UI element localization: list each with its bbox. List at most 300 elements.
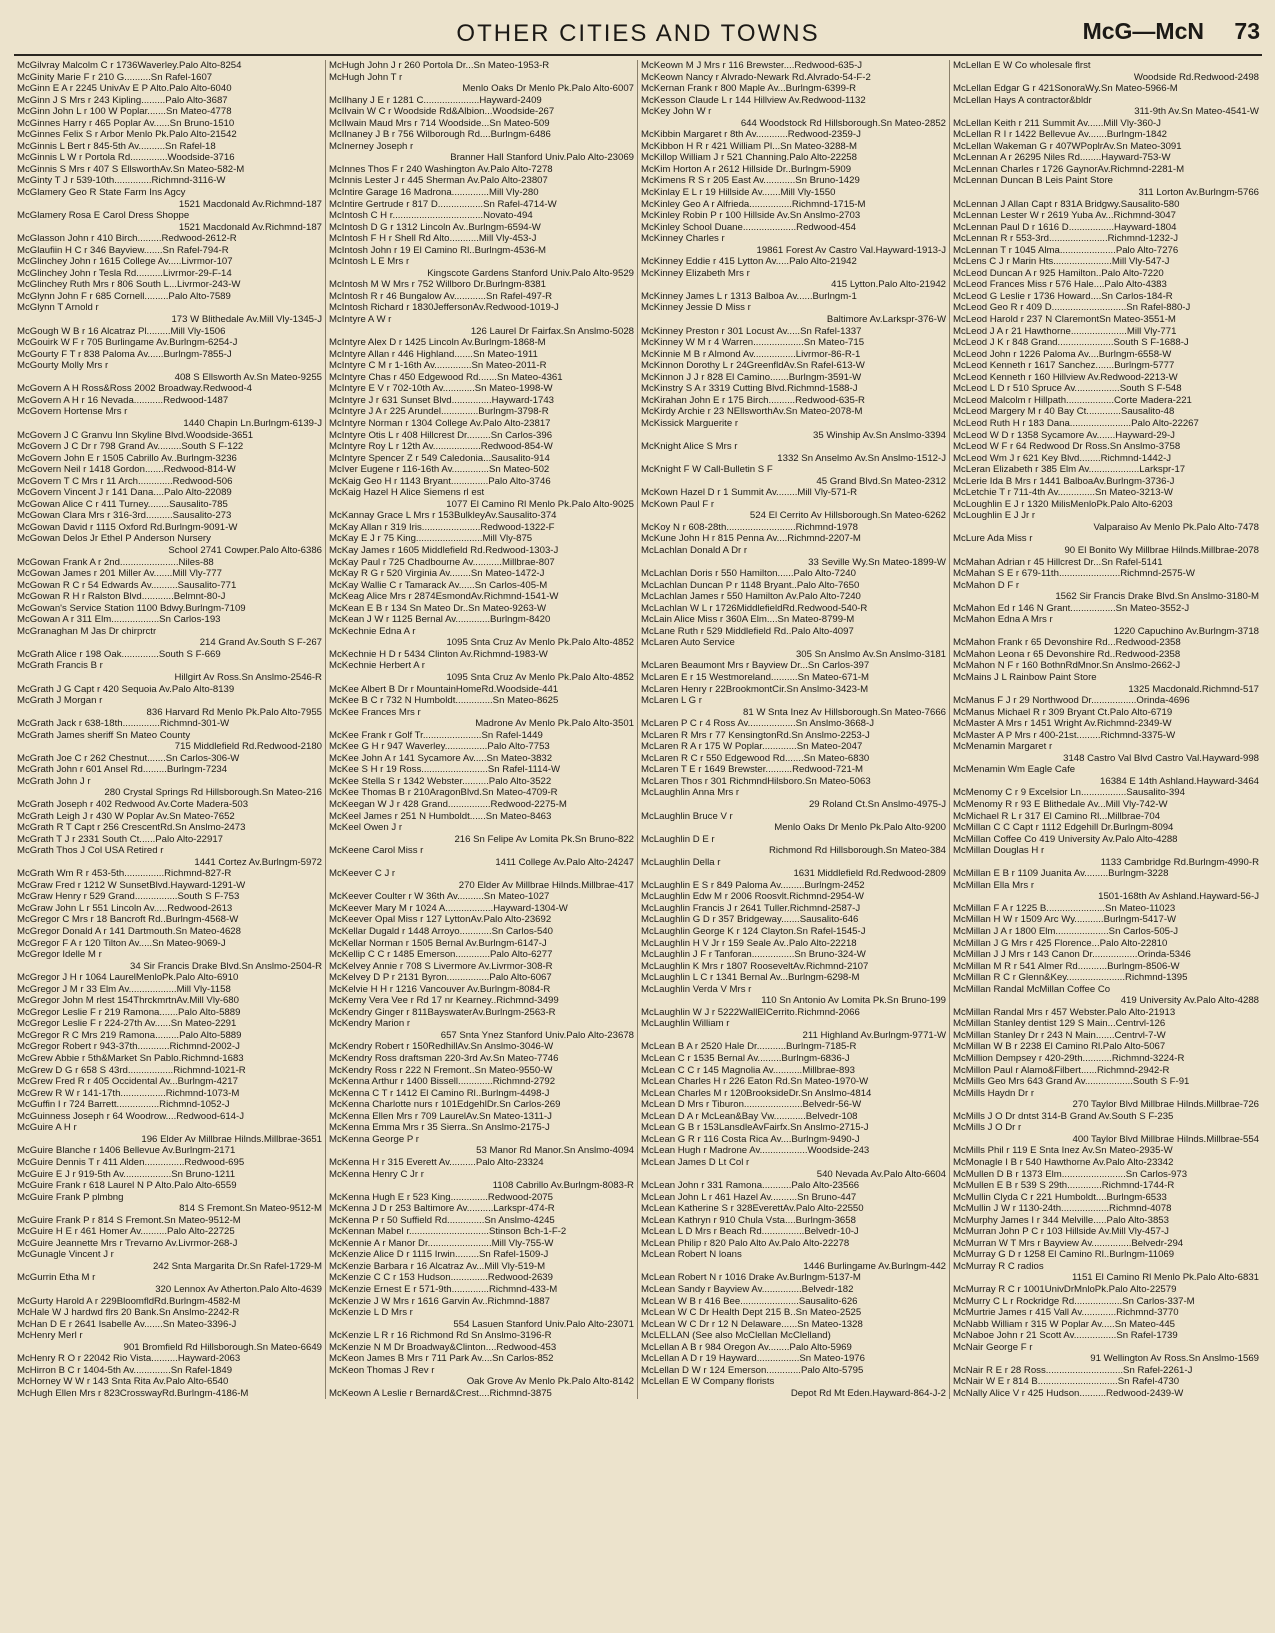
listing-entry: McMillan Douglas H r (953, 845, 1045, 857)
listing-entry: McLeod Harold r 237 N ClaremontSn Mateo-3551-M (953, 314, 1176, 326)
listing-entry: McLeod Geo R r 409 D............................Sn Rafel-880-J (953, 302, 1191, 314)
listing-entry: McIlwain Maud Mrs r 714 Woodside...Sn Mateo-509 (329, 117, 550, 129)
listing-continuation: Depot Rd Mt Eden.Hayward-864-J-2 (790, 1387, 946, 1399)
listing-entry: McLean Robert N r 1016 Drake Av.Burlngm-5137-M (641, 1272, 861, 1284)
listing-entry: McKeown M J Mrs r 116 Brewster....Redwood-635-J (641, 60, 863, 71)
listing-entry: McKenna C T r 1412 El Camino Rl..Burlngm-4498-J (329, 1087, 550, 1099)
listing-entry: McMillan Coffee Co 419 University Av.Palo Alto-4288 (953, 833, 1178, 845)
listing-entry: McKibbin Margaret r 8th Av............Redwood-2359-J (641, 129, 861, 141)
listing-entry: McKim Horton A r 2612 Hillside Dr..Burlngm-5909 (641, 163, 852, 175)
listing-entry: McKirahan John E r 175 Birch..........Redwood-635-R (641, 394, 865, 406)
listing-entry: McGuire A H r (17, 1122, 77, 1134)
listing-entry: McGuire Dennis T r 411 Alden...............Redwood-695 (17, 1156, 245, 1168)
listing-entry: McMullin Clyda C r 221 Humboldt....Burlngm-6533 (953, 1191, 1167, 1203)
listing-entry: McLeod Kenneth r 1617 Sanchez.......Burlngm-5777 (953, 360, 1175, 372)
listing-entry: McKendry Ross draftsman 220-3rd Av.Sn Mateo-7746 (329, 1053, 559, 1065)
listing-entry: McGurrin Etha M r (17, 1272, 96, 1284)
listing-entry: McIntosh M W Mrs r 752 Willboro Dr.Burlngm-8381 (329, 279, 546, 291)
listing-entry: McKinnon Dorothy L r 24GreenfldAv.Sn Rafel-613-W (641, 360, 865, 372)
listing-entry: McGunagle Vincent J r (17, 1249, 114, 1261)
listing-continuation: 242 Snta Margarita Dr.Sn Rafel-1729-M (152, 1260, 322, 1272)
listing-entry: McKinnon J J r 828 El Camino.......Burlngm-3591-W (641, 371, 862, 383)
listing-entry: McKenzie N M Dr Broadway&Clinton....Redwood-453 (329, 1341, 557, 1353)
listing-continuation: 836 Harvard Rd Menlo Pk.Palo Alto-7955 (146, 706, 322, 718)
listing-entry: McLellan A B r 984 Oregon Av........Palo Alto-5969 (641, 1341, 852, 1353)
listing-entry: McKean E B r 134 Sn Mateo Dr..Sn Mateo-9263-W (329, 602, 547, 614)
listing-entry: McIntosh John r 19 El Camino Rl..Burlngm-4536-M (329, 244, 547, 256)
listing-entry: McKannay Grace L Mrs r 153BulkleyAv.Sausalito-374 (329, 510, 557, 522)
column-2 (326, 60, 638, 1399)
listing-entry: McMillan J J Mrs r 143 Canon Dr.................Orinda-5346 (953, 949, 1191, 961)
listing-entry: McGuire E J r 919-5th Av..................Sn Bruno-1211 (17, 1168, 236, 1180)
listing-entry: McKechnie Edna A r (329, 625, 416, 637)
listing-entry: McLaren L G r (641, 695, 702, 707)
listing-continuation: 270 Taylor Blvd Millbrae Hilnds.Millbrae-726 (1072, 1099, 1259, 1111)
listing-entry: McKaig Geo H r 1143 Bryant..............Palo Alto-3746 (329, 475, 551, 487)
listing-entry: McKeel James r 251 N Humboldt......Sn Mateo-8463 (329, 810, 552, 822)
listing-entry: McLellan R I r 1422 Bellevue Av.......Burlngm-1842 (953, 129, 1168, 141)
listing-entry: McKimens R S r 205 East Av............Sn Bruno-1429 (641, 175, 860, 187)
listing-entry: McKinlay E L r 19 Hillside Av.......Mill Vly-1550 (641, 187, 836, 199)
listing-entry: McLeod W D r 1358 Sycamore Av.......Hayward-29-J (953, 429, 1175, 441)
listing-entry: McKenzie L R r 16 Richmond Rd Sn Anslmo-3196-R (329, 1330, 552, 1342)
listing-continuation: 53 Manor Rd Manor.Sn Anslmo-4094 (476, 1145, 634, 1157)
listing-entry: McLean L D Mrs r Beach Rd................Belvedr-10-J (641, 1226, 859, 1238)
listing-entry: McKenna Ellen Mrs r 709 LaurelAv.Sn Mateo-1311-J (329, 1110, 552, 1122)
listing-continuation: 90 El Bonito Wy Millbrae Hilnds.Millbrae-2078 (1064, 544, 1259, 556)
listing-entry: McLean Sandy r Bayview Av...............Belvedr-182 (641, 1283, 854, 1295)
listing-entry: McLean Robert N loans (641, 1249, 742, 1261)
listing-entry: McLellan E W Company florists (641, 1376, 775, 1388)
listing-entry: McMahon Leona r 65 Devonshire Rd..Redwood-2358 (953, 648, 1181, 660)
listing-entry: McHenry R O r 22042 Rio Vista..........Hayward-2063 (17, 1353, 241, 1365)
listing-entry: McKelvie H H r 1216 Vancouver Av.Burlngm-8084-R (329, 983, 551, 995)
listing-entry: McKendry Ginger r 811BayswaterAv.Burlngm-2563-R (329, 1006, 556, 1018)
listing-entry: McLachlan Doris r 550 Hamilton......Palo Alto-7240 (641, 568, 856, 580)
listing-continuation: 211 Highland Av.Burlngm-9771-W (802, 1029, 946, 1041)
listing-entry: McLaughlin D E r (641, 833, 715, 845)
listing-entry: McKelvey D P r 2131 Byron................Palo Alto-6067 (329, 972, 552, 984)
listing-entry: McLeod W F r 64 Redwood Dr Ross.Sn Anslmo-3758 (953, 441, 1181, 453)
listing-entry: McLeod Wm J r 621 Key Blvd........Richmnd-1442-J (953, 452, 1172, 464)
listing-entry: McLachlan Duncan P r 1148 Bryant..Palo Alto-7650 (641, 579, 860, 591)
listing-continuation: 1446 Burlingame Av.Burlngm-442 (803, 1260, 946, 1272)
listing-entry: McLean G B r 153LansdleAvFairfx.Sn Anslmo-2715-J (641, 1122, 869, 1134)
listing-continuation: 126 Laurel Dr Fairfax.Sn Anslmo-5028 (470, 325, 634, 337)
listing-entry: McGovern John E r 1505 Cabrillo Av..Burlngm-3236 (17, 452, 237, 464)
listing-entry: McLaren E r 15 Westmoreland..........Sn Mateo-671-M (641, 671, 870, 683)
listing-continuation: Hillgirt Av Ross.Sn Anslmo-2546-R (174, 671, 322, 683)
listing-entry: McGregor C Mrs r 18 Bancroft Rd..Burlngm-4568-W (17, 914, 239, 926)
listing-entry: McLachlan W L r 1726MiddlefieldRd.Redwood-540-R (641, 602, 868, 614)
listing-entry: McGinty T J r 539-10th..............Richmnd-3116-W (17, 175, 226, 187)
listing-entry: McMillan M R r 541 Almer Rd...........Burlngm-8506-W (953, 960, 1180, 972)
listing-entry: McKechnie Herbert A r (329, 660, 425, 672)
listing-entry: McMills J O Dr r (953, 1122, 1022, 1134)
listing-entry: McKenzie J W Mrs r 1616 Garvin Av..Richmnd-1887 (329, 1295, 550, 1307)
listing-entry: McKay Allan r 319 Iris......................Redwood-1322-F (329, 521, 555, 533)
listing-entry: McGregor F A r 120 Tilton Av.....Sn Mateo-9069-J (17, 937, 226, 949)
listing-entry: McKee Frank r Golf Tr......................Sn Rafel-1449 (329, 729, 543, 741)
listing-entry: McMillan C C Capt r 1112 Edgehill Dr.Burlngm-8094 (953, 822, 1174, 834)
listing-entry: McKenna Arthur r 1400 Bissell.............Richmnd-2792 (329, 1076, 556, 1088)
listing-entry: McLaughlin L C r 1341 Bernal Av...Burlngm-6298-M (641, 972, 860, 984)
listing-entry: McMenamin Wm Eagle Cafe (953, 764, 1076, 776)
listing-entry: McGrath Thos J Col USA Retired r (17, 845, 164, 857)
listing-entry: McGowan's Service Station 1100 Bdwy.Burlngm-7109 (17, 602, 246, 614)
listing-entry: McLean John L r 461 Hazel Av..........Sn Bruno-447 (641, 1191, 857, 1203)
listing-continuation: 1077 El Camino Rl Menlo Pk.Palo Alto-9025 (446, 498, 634, 510)
listing-continuation: 280 Crystal Springs Rd Hillsborough.Sn Mateo-216 (104, 787, 322, 799)
listing-entry: McKellar Dugald r 1448 Arroyo............Sn Carlos-540 (329, 926, 553, 938)
page-title: OTHER CITIES AND TOWNS (456, 20, 820, 47)
listing-entry: McKenzie Ernest E r 571-9th..............Richmnd-433-M (329, 1283, 558, 1295)
listing-continuation: 1151 El Camino Rl Menlo Pk.Palo Alto-6831 (1071, 1272, 1259, 1284)
listing-entry: McGowan R C r 54 Edwards Av..........Sausalito-771 (17, 579, 237, 591)
listing-entry: McGovern T C Mrs r 11 Arch.............Redwood-506 (17, 475, 233, 487)
listing-entry: McLellan A D r 19 Hayward................Sn Mateo-1976 (641, 1353, 865, 1365)
listing-entry: McLaughlin Della r (641, 856, 721, 868)
listing-entry: McKenna J D r 253 Baltimore Av..........Larkspr-474-R (329, 1203, 555, 1215)
listing-continuation: 81 W Snta Inez Av Hillsborough.Sn Mateo-7666 (742, 706, 946, 718)
listing-entry: McGrew D G r 658 S 43rd.................Richmnd-1021-R (17, 1064, 246, 1076)
listing-entry: McLachlan James r 550 Hamilton Av.Palo Alto-7240 (641, 591, 861, 603)
listing-entry: McKaig Hazel H Alice Siemens rl est (329, 487, 485, 499)
listing-entry: McIver Eugene r 116-16th Av..............Sn Mateo-502 (329, 464, 550, 476)
listing-entry: McGowan Frank A r 2nd......................Niles-88 (17, 556, 214, 568)
listing-continuation: 34 Sir Francis Drake Blvd.Sn Anslmo-2504-R (130, 960, 322, 972)
listing-entry: McGovern Hortense Mrs r (17, 406, 128, 418)
listing-entry: McMillan H W r 1509 Arc Wy...........Burlngm-5417-W (953, 914, 1177, 926)
listing-entry: McGrath James sheriff Sn Mateo County (17, 729, 191, 741)
listing-entry: McLeod L D r 510 Spruce Av.................South S F-548 (953, 383, 1182, 395)
listing-entry: McHorney W W r 143 Snta Rita Av.Palo Alto-6540 (17, 1376, 229, 1388)
listing-entry: McMillon Paul r Alamo&Filbert......Richmnd-2942-R (953, 1064, 1170, 1076)
listing-continuation: 554 Lasuen Stanford Univ.Palo Alto-23071 (453, 1318, 634, 1330)
listing-continuation: 1562 Sir Francis Drake Blvd.Sn Anslmo-3180-M (1055, 591, 1259, 603)
listing-entry: McIntyre J A r 225 Arundel..............Burlngm-3798-R (329, 406, 549, 418)
listing-entry: McLain Alice Miss r 360A Elm....Sn Mateo-8799-M (641, 614, 855, 626)
listing-entry: McMahon D F r (953, 579, 1020, 591)
listing-entry: McKnight F W Call-Bulletin S F (641, 464, 773, 476)
listing-entry: McLeod Ruth H r 183 Dana.......................Palo Alto-22267 (953, 417, 1199, 429)
listing-entry: McLaren Henry r 22BrookmontCir.Sn Anslmo-3423-M (641, 683, 869, 695)
listing-entry: McLean B A r 2520 Hale Dr...........Burlngm-7185-R (641, 1041, 857, 1053)
listing-continuation: 196 Elder Av Millbrae Hilnds.Millbrae-3651 (141, 1133, 322, 1145)
listing-entry: McGrath Alice r 198 Oak..............South S F-669 (17, 648, 221, 660)
listing-entry: McKenzie L D Mrs r (329, 1307, 413, 1319)
listing-entry: McKillop William J r 521 Channing.Palo Alto-22258 (641, 152, 857, 164)
listing-entry: McKeon Thomas J Rev r (329, 1364, 435, 1376)
listing-entry: McKennan Mabel r..............................Stinson Bch-1-F-2 (329, 1226, 567, 1238)
listing-entry: McKee Frances Mrs r (329, 706, 421, 718)
listing-entry: McKennie A r Manor Dr........................Mill Vly-755-W (329, 1237, 554, 1249)
listing-entry: McKinley Robin P r 100 Hillside Av.Sn Anslmo-2703 (641, 210, 861, 222)
listing-entry: McNaboe John r 21 Scott Av................Sn Rafel-1739 (953, 1330, 1178, 1342)
listing-entry: McLachlan Donald A Dr r (641, 544, 748, 556)
listing-continuation: 1133 Cambridge Rd.Burlngm-4990-R (1100, 856, 1259, 868)
listing-entry: McIntyre C M r 1-16th Av..............Sn Mateo-2011-R (329, 360, 547, 372)
listing-entry: McGrew Abbie r 5th&Market Sn Pablo.Richmnd-1683 (17, 1053, 244, 1065)
listing-entry: McLoughlin E J Jr r (953, 510, 1036, 522)
listing-continuation: 45 Grand Blvd.Sn Mateo-2312 (816, 475, 946, 487)
listing-entry: McNabb William r 315 W Poplar Av.....Sn Mateo-445 (953, 1318, 1175, 1330)
listing-entry: McMahon Edna A Mrs r (953, 614, 1053, 626)
listing-entry: McKibbon H R r 421 William Pl...Sn Mateo-3288-M (641, 140, 857, 152)
listing-entry: McGinnis S Mrs r 407 S EllsworthAv.Sn Mateo-582-M (17, 163, 245, 175)
listing-entry: McKee Thomas B r 210AragonBlvd.Sn Mateo-4709-R (329, 787, 558, 799)
listing-entry: McMills Geo Mrs 643 Grand Av..................South S F-91 (953, 1076, 1190, 1088)
listing-entry: McLaren Auto Service (641, 637, 735, 649)
listing-continuation: 400 Taylor Blvd Millbrae Hilnds.Millbrae-554 (1072, 1133, 1259, 1145)
listing-entry: McGregor Robert r 943-37th............Richmnd-2002-J (17, 1041, 240, 1053)
listing-entry: McHenry Merl r (17, 1330, 83, 1342)
listing-entry: McLean Philip r 820 Palo Alto Av.Palo Alto-22278 (641, 1237, 850, 1249)
listing-entry: McIntyre E V r 702-10th Av............Sn Mateo-1998-W (329, 383, 553, 395)
listing-entry: McKee John A r 141 Sycamore Av.....Sn Mateo-3832 (329, 752, 553, 764)
listing-entry: McKee Albert B Dr r MountainHomeRd.Woodside-441 (329, 683, 559, 695)
listing-continuation: 1220 Capuchino Av.Burlngm-3718 (1113, 625, 1259, 637)
listing-entry: McLellan Wakeman G r 407WPoplrAv.Sn Mateo-3091 (953, 140, 1182, 152)
listing-entry: McKeown A Leslie r Bernard&Crest....Richmnd-3875 (329, 1387, 552, 1399)
listing-entry: McGowan David r 1115 Oxford Rd.Burlngm-9091-W (17, 521, 238, 533)
listing-entry: McGough W B r 16 Alcatraz Pl.........Mill Vly-1506 (17, 325, 226, 337)
listing-entry: McKernan Frank r 800 Maple Av...Burlngm-6399-R (641, 83, 857, 95)
listing-entry: McLaughlin W J r 5222WallElCerrito.Richmnd-2066 (641, 1006, 860, 1018)
listing-entry: McGinnes Felix S r Arbor Menlo Pk.Palo Alto-21542 (17, 129, 237, 141)
listing-entry: McGinnis L W r Portola Rd..............Woodside-3716 (17, 152, 235, 164)
listing-entry: McIntyre Spencer Z r 549 Caledonia...Sausalito-914 (329, 452, 550, 464)
listing-entry: McKenzie C C r 153 Hudson..............Redwood-2639 (329, 1272, 553, 1284)
listing-continuation: 715 Middlefield Rd.Redwood-2180 (174, 741, 322, 753)
listing-entry: McIntyre A W r (329, 314, 392, 326)
listing-entry: McMonagle I B r 540 Hawthorne Av.Palo Alto-23342 (953, 1156, 1174, 1168)
listing-entry: McLellan Edgar G r 421SonoraWy.Sn Mateo-5966-M (953, 83, 1178, 95)
listing-columns (14, 60, 1262, 1399)
listing-entry: McGrath Wm R r 453-5th...............Richmnd-827-R (17, 868, 232, 880)
listing-continuation: 29 Roland Ct.Sn Anslmo-4975-J (808, 799, 946, 810)
listing-entry: McGlynn John F r 685 Cornell.........Palo Alto-7589 (17, 290, 231, 302)
listing-continuation: Branner Hall Stanford Univ.Palo Alto-23069 (450, 152, 634, 164)
listing-entry: McGovern A H r 16 Nevada...........Redwood-1487 (17, 394, 229, 406)
listing-entry: McHale W J hardwd flrs 20 Bank.Sn Anslmo-2242-R (17, 1307, 240, 1319)
listing-entry: McLean Charles M r 120BrooksideDr.Sn Anslmo-4814 (641, 1087, 872, 1099)
listing-entry: McMillan E B r 1109 Juanita Av.........Burlngm-3228 (953, 868, 1169, 880)
listing-continuation: 3148 Castro Val Blvd Castro Val.Hayward-998 (1063, 752, 1259, 764)
listing-entry: McIntire Gertrude r 817 D.................Sn Rafel-4714-W (329, 198, 557, 210)
listing-continuation: 1325 Macdonald.Richmnd-517 (1128, 683, 1259, 695)
listing-entry: McLean W C Dr Health Dept 215 B..Sn Mateo-2525 (641, 1307, 862, 1319)
listing-entry: McKay Wallie C r Tamarack Av......Sn Carlos-405-M (329, 579, 548, 591)
listing-entry: McKelvey Annie r 708 S Livermore Av.Livrmor-308-R (329, 960, 553, 972)
listing-entry: McLean C r 1535 Bernal Av.........Burlngm-6836-J (641, 1053, 850, 1065)
listing-continuation: 1095 Snta Cruz Av Menlo Pk.Palo Alto-4852 (446, 637, 634, 649)
listing-entry: McLaughlin William r (641, 1018, 730, 1030)
listing-entry: McGinnis L Bert r 845-5th Av..........Sn Rafel-18 (17, 140, 216, 152)
listing-entry: McGlasson John r 410 Birch.........Redwood-2612-R (17, 233, 237, 245)
listing-continuation: 270 Elder Av Millbrae Hilnds.Millbrae-417 (458, 879, 634, 891)
listing-entry: McLean C C r 145 Magnolia Av...........Millbrae-893 (641, 1064, 856, 1076)
listing-entry: McIntyre Chas r 450 Edgewood Rd.......Sn Mateo-4361 (329, 371, 563, 383)
listing-continuation: 901 Bromfield Rd Hillsborough.Sn Mateo-6649 (123, 1341, 322, 1353)
listing-continuation: 419 University Av.Palo Alto-4288 (1120, 995, 1259, 1007)
listing-entry: McMurray R C radios (953, 1260, 1044, 1272)
listing-entry: McLellan E W Co wholesale flrst (953, 60, 1091, 71)
listing-entry: McKenna Hugh E r 523 King..............Redwood-2075 (329, 1191, 553, 1203)
listing-entry: McLellan Keith r 211 Summit Av......Mill Vly-360-J (953, 117, 1161, 129)
page-number: 73 (1234, 18, 1260, 44)
listing-entry: McLaughlin H V Jr r 159 Seale Av..Palo Alto-22218 (641, 937, 857, 949)
listing-entry: McKeown Nancy r Alvrado-Newark Rd.Alvrado-54-F-2 (641, 71, 871, 83)
listing-continuation: 540 Nevada Av.Palo Alto-6604 (816, 1168, 946, 1180)
listing-entry: McGinnes Harry r 465 Poplar Av......Sn Bruno-1510 (17, 117, 235, 129)
listing-entry: McKinnie M B r Almond Av................Livrmor-86-R-1 (641, 348, 861, 360)
listing-entry: McLellan D W r 124 Emerson.............Palo Alto-5795 (641, 1364, 864, 1376)
listing-continuation: 311-9th Av.Sn Mateo-4541-W (1134, 106, 1259, 118)
listing-continuation: 173 W Blithedale Av.Mill Vly-1345-J (171, 314, 322, 326)
listing-entry: McKinney Eddie r 415 Lytton Av.....Palo Alto-21942 (641, 256, 857, 268)
listing-entry: McLennan Paul D r 1616 D.................Hayward-1804 (953, 221, 1177, 233)
listing-continuation: 1441 Cortez Av.Burlngm-5972 (194, 856, 322, 868)
listing-entry: McKinney W M r 4 Warren...................Sn Mateo-715 (641, 337, 865, 349)
listing-entry: McLaren R A r 175 W Poplar.............Sn Mateo-2047 (641, 741, 863, 753)
listing-entry: McNally Alice V r 425 Hudson..........Redwood-2439-W (953, 1387, 1184, 1399)
listing-entry: McGinity Marie F r 210 G..........Sn Rafel-1607 (17, 71, 213, 83)
listing-entry: McMurry C L r Rockridge Rd..................Sn Carlos-337-M (953, 1295, 1195, 1307)
listing-entry: McIntyre Norman r 1304 College Av.Palo Alto-23817 (329, 417, 551, 429)
listing-entry: McMahon Frank r 65 Devonshire Rd...Redwood-2358 (953, 637, 1181, 649)
listing-entry: McGowan Delos Jr Ethel P Anderson Nursery (17, 533, 211, 545)
listing-continuation: 408 S Ellsworth Av.Sn Mateo-9255 (174, 371, 322, 383)
listing-continuation: 16384 E 14th Ashland.Hayward-3464 (1100, 775, 1259, 787)
listing-entry: McGraw John L r 551 Lincoln Av.....Redwood-2613 (17, 902, 233, 914)
listing-entry: McKeon James B Mrs r 711 Park Av....Sn Carlos-852 (329, 1353, 554, 1365)
listing-entry: McLELLAN (See also McClellan McClelland) (641, 1330, 831, 1342)
listing-entry: McInnis Lester J r 445 Sherman Av.Palo Alto-23807 (329, 175, 548, 187)
listing-entry: McGlamery Rosa E Carol Dress Shoppe (17, 210, 190, 222)
listing-continuation: 1411 College Av.Palo Alto-24247 (495, 856, 634, 868)
listing-entry: McGuinness Joseph r 64 Woodrow....Redwood-614-J (17, 1110, 244, 1122)
listing-entry: McGrath J Morgan r (17, 695, 103, 707)
listing-entry: McMillan F A r 1225 B......................Sn Mateo-11023 (953, 902, 1176, 914)
listing-continuation: Woodside Rd.Redwood-2498 (1133, 71, 1259, 83)
listing-entry: McLennan J Allan Capt r 831A Bridgwy.Sausalito-580 (953, 198, 1180, 210)
listing-continuation: 657 Snta Ynez Stanford Univ.Palo Alto-23678 (440, 1029, 634, 1041)
listing-entry: McIlhany J E r 1281 C.....................Hayward-2409 (329, 94, 542, 106)
listing-entry: McGlinchey Ruth Mrs r 806 South L...Livrmor-243-W (17, 279, 241, 291)
listing-entry: McGuire H E r 461 Homer Av..........Palo Alto-22725 (17, 1226, 235, 1238)
listing-entry: McGrath Jack r 638-18th..............Richmnd-301-W (17, 718, 230, 730)
listing-entry: McKeever Opal Miss r 127 LyttonAv.Palo Alto-23692 (329, 914, 552, 926)
listing-entry: McNair R E r 28 Ross.............................Sn Rafel-2261-J (953, 1364, 1193, 1376)
listing-entry: McLaughlin Anna Mrs r (641, 787, 740, 799)
listing-entry: McIntosh L E Mrs r (329, 256, 410, 268)
listing-entry: McLean Kathryn r 910 Chula Vsta....Burlngm-3658 (641, 1214, 856, 1226)
listing-entry: McKissick Marguerite r (641, 417, 739, 429)
listing-entry: McNair George F r (953, 1341, 1033, 1353)
listing-continuation: Richmond Rd Hillsborough.Sn Mateo-384 (768, 845, 946, 857)
listing-entry: McLaughlin Verda V Mrs r (641, 983, 752, 995)
listing-entry: McGovern A H Ross&Ross 2002 Broadway.Redwood-4 (17, 383, 252, 395)
listing-entry: McGouirk W F r 705 Burlingame Av.Burlngm-6254-J (17, 337, 238, 349)
listing-entry: McMurphy James I r 344 Melville.....Palo Alto-3853 (953, 1214, 1169, 1226)
listing-entry: McLean D A r McLean&Bay Vw............Belvedr-108 (641, 1110, 858, 1122)
column-3 (638, 60, 950, 1399)
listing-entry: McKune John H r 815 Penna Av....Richmnd-2207-M (641, 533, 861, 545)
listing-entry: McKown Paul F r (641, 498, 715, 510)
listing-entry: McKinley Geo A r Alfrieda................Richmnd-1715-M (641, 198, 866, 210)
listing-entry: McKemy Vera Vee r Rd 17 nr Kearney..Richmnd-3499 (329, 995, 559, 1007)
listing-entry: McKenzie Barbara r 16 Alcatraz Av...Mill Vly-519-M (329, 1260, 546, 1272)
listing-continuation: Oak Grove Av Menlo Pk.Palo Alto-8142 (466, 1376, 634, 1388)
listing-entry: McLean Hugh r Madrone Av..................Woodside-243 (641, 1145, 870, 1157)
listing-entry: McIntosh Richard r 1830JeffersonAv.Redwood-1019-J (329, 302, 559, 314)
listing-entry: McGlynn T Arnold r (17, 302, 99, 314)
listing-entry: McGregor Leslie F r 219 Ramona.......Palo Alto-5889 (17, 1006, 241, 1018)
listing-continuation: 91 Wellington Av Ross.Sn Anslmo-1569 (1090, 1353, 1259, 1365)
listing-entry: McMillan Ella Mrs r (953, 879, 1035, 891)
listing-continuation: 1332 Sn Anselmo Av.Sn Anslmo-1512-J (777, 452, 946, 464)
listing-entry: McMillan Stanley Dr r 243 N Main.......Centrvl-7-W (953, 1029, 1166, 1041)
listing-entry: McGuire Frank P r 814 S Fremont.Sn Mateo-9512-M (17, 1214, 241, 1226)
listing-entry: McMains J L Rainbow Paint Store (953, 671, 1097, 683)
listing-entry: McIntyre Otis L r 408 Hillcrest Dr.........Sn Carlos-396 (329, 429, 553, 441)
listing-entry: McLaren P C r 4 Ross Av..................Sn Anslmo-3668-J (641, 718, 875, 730)
listing-entry: McKeene Carol Miss r (329, 845, 424, 857)
listing-continuation: 311 Lorton Av.Burlngm-5766 (1138, 187, 1259, 199)
listing-entry: McGurty Harold A r 229BloomfldRd.Burlngm-4582-M (17, 1295, 241, 1307)
listing-entry: McKeegan W J r 428 Grand................Redwood-2275-M (329, 799, 567, 810)
listing-entry: McGovern Vincent J r 141 Dana....Palo Alto-22089 (17, 487, 232, 499)
listing-entry: McGilvray Malcolm C r 1736Waverley.Palo Alto-8254 (17, 60, 242, 71)
listing-entry: McKeever Coulter r W 36th Av..........Sn Mateo-1027 (329, 891, 550, 903)
listing-entry: McLeod John r 1226 Paloma Av....Burlngm-6558-W (953, 348, 1172, 360)
listing-entry: McGregor J H r 1064 LaurelMenloPk.Palo Alto-6910 (17, 972, 239, 984)
listing-entry: McKinney Jessie D Miss r (641, 302, 751, 314)
listing-continuation: 1631 Middlefield Rd.Redwood-2809 (793, 868, 946, 880)
listing-entry: McKinney Charles r (641, 233, 725, 245)
listing-entry: McHugh John T r (329, 71, 403, 83)
page-header (14, 14, 1262, 56)
listing-entry: McKeever Mary M r 1024 A..................Hayward-1304-W (329, 902, 568, 914)
listing-entry: McKesson Claude L r 144 Hillview Av.Redwood-1132 (641, 94, 866, 106)
listing-entry: McNair W E r 814 B..............................Sn Rafel-4730 (953, 1376, 1180, 1388)
listing-entry: McLaren R C r 550 Edgewood Rd.......Sn Mateo-6830 (641, 752, 870, 764)
listing-entry: McHirron B C r 1404-5th Av..............Sn Rafel-1849 (17, 1364, 233, 1376)
listing-continuation: 305 Sn Anslmo Av.Sn Anslmo-3181 (795, 648, 946, 660)
listing-entry: McGrath T J r 2331 South Ct......Palo Alto-22917 (17, 833, 224, 845)
listing-continuation: 35 Winship Av.Sn Anslmo-3394 (813, 429, 946, 441)
listing-entry: McGourty F T r 838 Paloma Av......Burlngm-7855-J (17, 348, 232, 360)
listing-entry: McLennan A r 26295 Niles Rd........Hayward-753-W (953, 152, 1171, 164)
listing-entry: McGuire Frank r 618 Laurel N P Alto.Palo Alto-6559 (17, 1180, 237, 1192)
listing-entry: McKellar Norman r 1505 Bernal Av.Burlngm-6147-J (329, 937, 547, 949)
listing-entry: McLeod J K r 848 Grand.....................South S F-1688-J (953, 337, 1189, 349)
listing-entry: McGrath John J r (17, 775, 91, 787)
listing-entry: McGowan Clara Mrs r 316-3rd..........Sausalito-273 (17, 510, 232, 522)
listing-entry: McLean G R r 116 Costa Rica Av....Burlngm-9490-J (641, 1133, 860, 1145)
listing-entry: McGovern J C Dr r 798 Grand Av.........South S F-122 (17, 441, 244, 453)
listing-entry: McMills Phil r 119 E Snta Inez Av.Sn Mateo-2935-W (953, 1145, 1173, 1157)
listing-entry: McGrew R W r 141-17th.................Richmnd-1073-M (17, 1087, 240, 1099)
listing-entry: McLennan Charles r 1726 GaynorAv.Richmnd-2281-M (953, 163, 1185, 175)
listing-entry: McLean Katherine S r 328EverettAv.Palo Alto-22550 (641, 1203, 864, 1215)
listing-entry: McKendry Robert r 150RedhillAv.Sn Anslmo-3046-W (329, 1041, 554, 1053)
listing-entry: McGinn J S Mrs r 243 Kipling.........Palo Alto-3687 (17, 94, 228, 106)
listing-entry: McMahan Adrian r 45 Hillcrest Dr...Sn Rafel-5141 (953, 556, 1163, 568)
listing-entry: McLeod Duncan A r 925 Hamilton..Palo Alto-7220 (953, 267, 1164, 279)
listing-entry: McIntyre Alex D r 1425 Lincoln Av.Burlngm-1868-M (329, 337, 546, 349)
